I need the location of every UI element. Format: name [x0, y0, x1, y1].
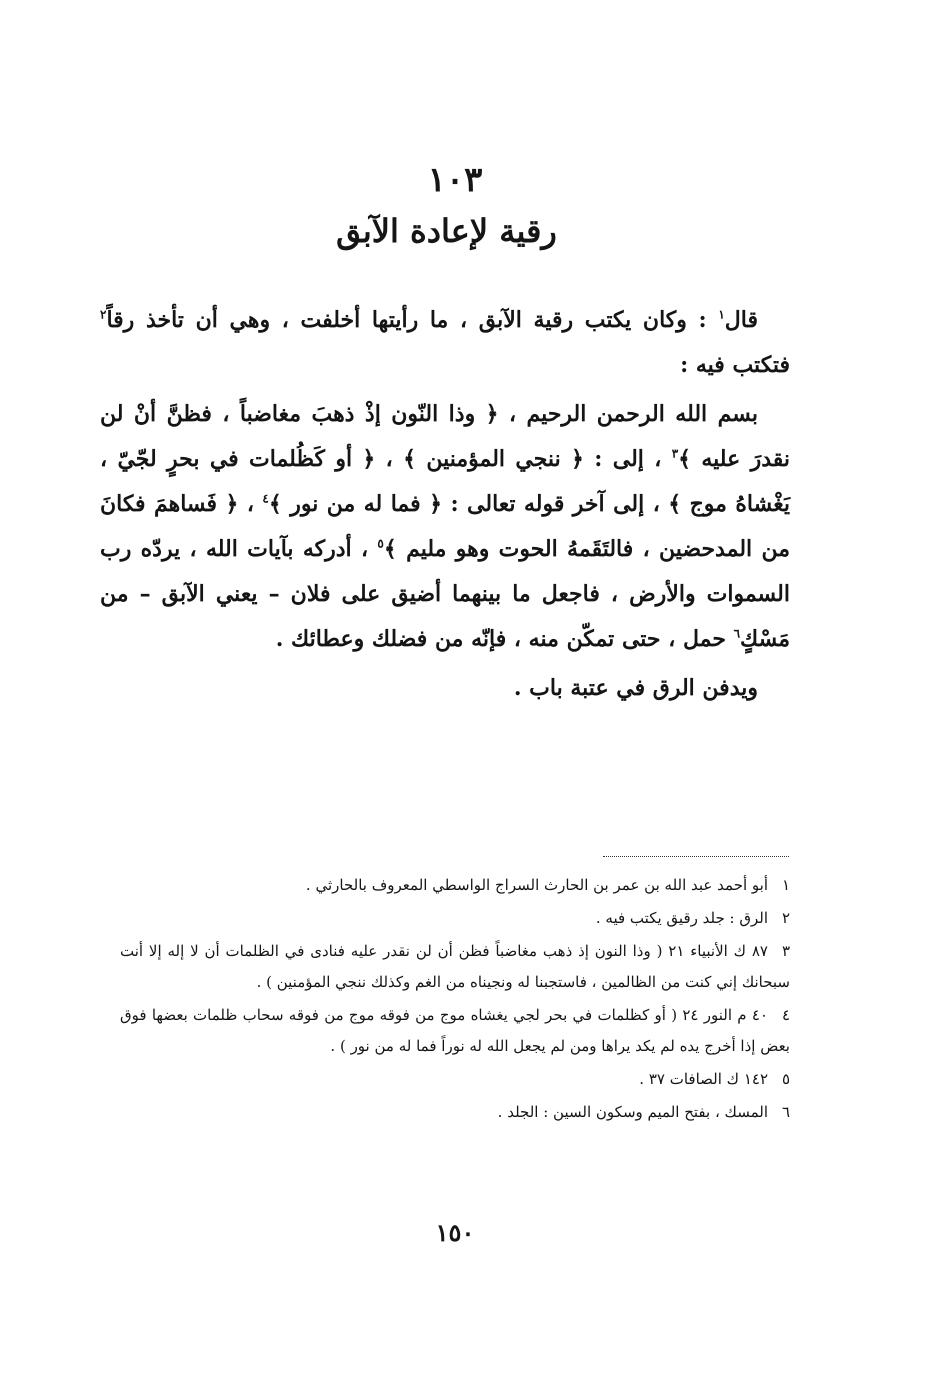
footnote-ref: ١ [718, 307, 725, 322]
footnote-ref: ٢ [100, 307, 107, 322]
footnote-number: ٣ [781, 942, 790, 960]
chapter-title: رقية لإعادة الآبق [336, 212, 557, 250]
footnote-text: المسك ، بفتح الميم وسكون السين : الجلد . [497, 1103, 768, 1121]
text-span: بسم الله الرحمن الرحيم ، ﴿ وذا النّون إذْ ذهبَ مغاضباً ، فظنَّ أنْ لن نقدرَ عليه ﴾ [100, 401, 790, 472]
footnote-4 [120, 1000, 790, 1062]
footnote-number: ٦ [781, 1103, 790, 1121]
footnote-ref: ٥ [377, 536, 384, 551]
text-span: ، إلى : ﴿ ننجي المؤمنين ﴾ ، ﴿ أو كَظُلمات في بحرٍ لجّيّ ، يَغْشاهُ موج ﴾ ، إلى آخر قوله تعالى : ﴿ فما له من نور ﴾ [100, 446, 790, 517]
footnote-text: ١٤٢ ك الصافات ٣٧ . [639, 1070, 768, 1088]
text-span: قال [724, 307, 758, 333]
footnote-6 [120, 1097, 790, 1128]
text-span: فتكتب فيه : [680, 352, 790, 378]
main-text [100, 298, 790, 711]
text-span: ، أدركه بآيات الله ، يردّه رب السموات والأرض ، فاجعل ما بينهما أضيق على فلان – يعني الآبق – من مَسْكٍ [100, 536, 790, 652]
text-span: : وكان يكتب رقية الآبق ، ما رأيتها أخلفت ، وهي أن تأخذ رقاً [106, 307, 719, 333]
footnote-ref: ٣ [671, 446, 679, 461]
footnote-3 [120, 936, 790, 998]
text-span: ، ﴿ فَساهمَ فكانَ من المدحضين ، فالتَقَمهُ الحوت وهو مليم ﴾ [100, 491, 790, 562]
page-number: ١٥٠ [435, 1218, 475, 1247]
footnote-text: أبو أحمد عبد الله بن عمر بن الحارث السراج الواسطي المعروف بالحارثي . [305, 876, 768, 894]
footnote-text: ٨٧ ك الأنبياء ٢١ ( وذا النون إذ ذهب مغاضباً فظن أن لن نقدر عليه فنادى في الظلمات أن لا إله إلا أنت سبحانك إني كنت من الظالمين ، فاستجبنا له ونجيناه من الغم وكذلك ننجي المؤمنين ) . [120, 942, 790, 991]
footnote-number: ٢ [781, 909, 790, 927]
footnote-1 [120, 870, 790, 901]
footnotes [120, 870, 790, 1130]
text-span: حمل ، حتى تمكّن منه ، فإنّه من فضلك وعطائك . [275, 626, 734, 652]
footnote-number: ١ [781, 876, 790, 894]
paragraph-intro [100, 298, 790, 388]
chapter-number: ١٠٣ [427, 160, 483, 200]
footnote-text: الرق : جلد رقيق يكتب فيه . [595, 909, 768, 927]
paragraph-burial: ويدفن الرق في عتبة باب . [513, 675, 758, 701]
footnote-5 [120, 1064, 790, 1095]
paragraph-incantation [100, 392, 790, 662]
footnote-number: ٤ [781, 1006, 790, 1024]
footnote-ref: ٦ [733, 626, 741, 641]
footnote-2 [120, 903, 790, 934]
footnote-number: ٥ [781, 1070, 790, 1088]
footnote-divider [603, 856, 789, 857]
footnote-text: ٤٠ م النور ٢٤ ( أو كظلمات في بحر لجي يغشاه موج من فوقه موج من فوقه سحاب ظلمات بعضها فوق بعض إذا أخرج يده لم يكد يراها ومن لم يجعل الله له نوراً فما له من نور ) . [120, 1006, 790, 1055]
footnote-ref: ٤ [262, 491, 269, 506]
